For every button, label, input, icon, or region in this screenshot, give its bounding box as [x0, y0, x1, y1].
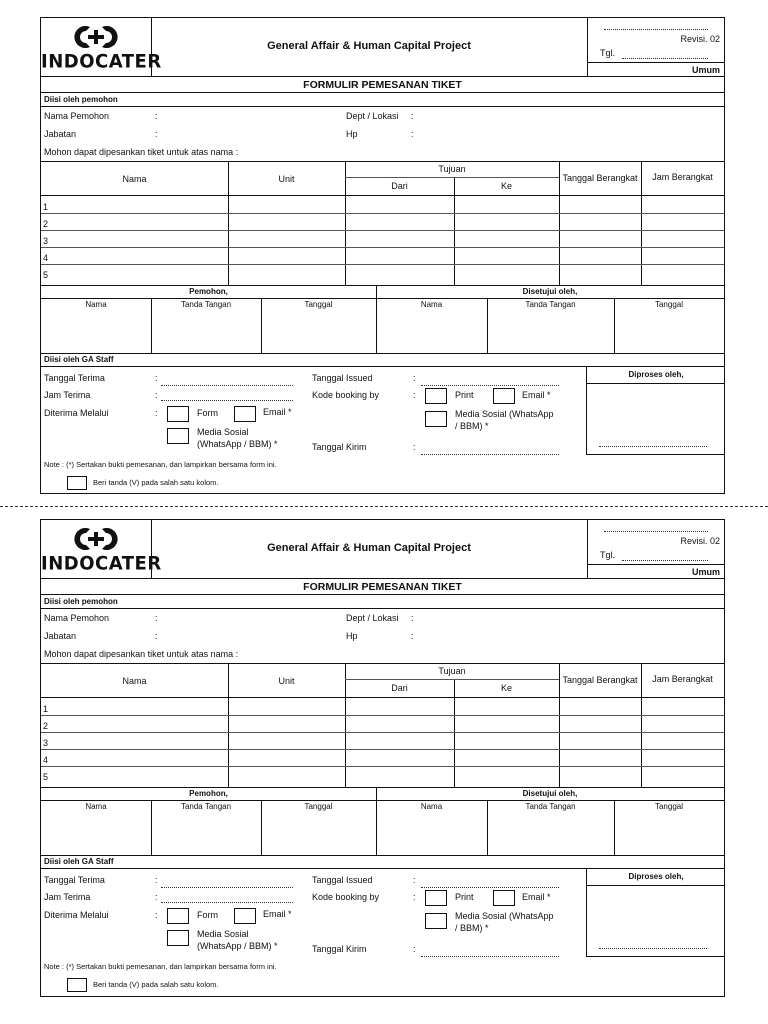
colon: :: [413, 944, 416, 954]
ticket-order-form: [40, 519, 725, 997]
opt-print-label: Print: [455, 390, 474, 400]
revision-text: Revisi. 02: [680, 34, 720, 44]
row-number: 2: [43, 721, 49, 731]
colon: :: [411, 613, 414, 623]
indocater-logo-icon: [66, 526, 126, 552]
dept-lokasi-label: Dept / Lokasi: [346, 111, 399, 121]
request-text: Mohon dapat dipesankan tiket untuk atas nama :: [44, 649, 239, 659]
sign-header: Tanggal: [654, 300, 684, 309]
form-checkbox[interactable]: [167, 406, 189, 422]
media-sosial-checkbox[interactable]: [167, 428, 189, 444]
jam-terima-label: Jam Terima: [44, 390, 91, 400]
colon: :: [413, 875, 416, 885]
revision-text: Revisi. 02: [680, 536, 720, 546]
beri-tanda-text: Beri tanda (V) pada salah satu kolom.: [93, 980, 219, 989]
tgl-label: Tgl.: [600, 48, 616, 58]
diproses-signature-field[interactable]: [599, 446, 707, 447]
request-text: Mohon dapat dipesankan tiket untuk atas nama :: [44, 147, 239, 157]
tanggal-terima-field[interactable]: [161, 385, 293, 386]
signature-table: [41, 285, 724, 353]
colon: :: [155, 390, 158, 400]
diterima-melalui-label: Diterima Melalui: [44, 910, 109, 920]
opt-email2-label: Email *: [522, 390, 551, 400]
colon: :: [413, 373, 416, 383]
project-title: General Affair & Human Capital Project: [267, 542, 471, 554]
email-checkbox[interactable]: [234, 908, 256, 924]
colon: :: [411, 111, 414, 121]
form-title: FORMULIR PEMESANAN TIKET: [303, 79, 462, 91]
row-number: 5: [43, 772, 49, 782]
tanggal-kirim-label: Tanggal Kirim: [312, 944, 367, 954]
jam-terima-field[interactable]: [161, 902, 293, 903]
ticket-order-form: [40, 17, 725, 494]
media-sosial2-checkbox[interactable]: [425, 411, 447, 427]
colon: :: [413, 892, 416, 902]
tanggal-kirim-label: Tanggal Kirim: [312, 442, 367, 452]
th-tujuan: Tujuan: [438, 164, 466, 174]
diterima-melalui-label: Diterima Melalui: [44, 408, 109, 418]
colon: :: [155, 373, 158, 383]
opt-email-label: Email *: [263, 909, 292, 919]
colon: :: [155, 631, 158, 641]
diproses-label: Diproses oleh,: [628, 370, 684, 379]
form-title: FORMULIR PEMESANAN TIKET: [303, 581, 462, 593]
opt-media2-label-2: / BBM) *: [455, 923, 489, 933]
th-tanggal-berangkat: Tanggal Berangkat: [562, 675, 638, 685]
row-number: 3: [43, 236, 49, 246]
colon: :: [413, 442, 416, 452]
logo-box: [41, 520, 162, 578]
th-jam-berangkat: Jam Berangkat: [652, 674, 713, 684]
form-checkbox[interactable]: [167, 908, 189, 924]
tanggal-terima-label: Tanggal Terima: [44, 875, 105, 885]
disetujui-label: Disetujui oleh,: [522, 287, 578, 296]
indocater-logo-icon: [66, 24, 126, 50]
disetujui-label: Disetujui oleh,: [522, 789, 578, 798]
tgl-label: Tgl.: [600, 550, 616, 560]
sign-header: Nama: [85, 300, 107, 309]
th-unit: Unit: [278, 676, 295, 686]
logo-text: INDOCATER: [41, 552, 162, 575]
th-unit: Unit: [278, 174, 295, 184]
colon: :: [155, 408, 158, 418]
passenger-table: [41, 161, 724, 285]
beri-tanda-text: Beri tanda (V) pada salah satu kolom.: [93, 478, 219, 487]
note-text: Note : (*) Sertakan bukti pemesanan, dan lampirkan bersama form ini.: [44, 460, 277, 469]
opt-form-label: Form: [197, 408, 218, 418]
sign-header: Tanggal: [654, 802, 684, 811]
sign-header: Tanda Tangan: [525, 802, 576, 811]
sign-header: Tanda Tangan: [525, 300, 576, 309]
th-dari: Dari: [391, 181, 408, 191]
tanggal-terima-field[interactable]: [161, 887, 293, 888]
th-nama: Nama: [122, 174, 147, 184]
th-jam-berangkat: Jam Berangkat: [652, 172, 713, 182]
tanggal-issued-field[interactable]: [421, 385, 559, 386]
logo-box: [41, 18, 162, 76]
opt-email-label: Email *: [263, 407, 292, 417]
opt-form-label: Form: [197, 910, 218, 920]
colon: :: [155, 111, 158, 121]
th-nama: Nama: [122, 676, 147, 686]
hp-label: Hp: [346, 129, 358, 139]
signature-table: [41, 787, 724, 855]
hp-label: Hp: [346, 631, 358, 641]
colon: :: [155, 613, 158, 623]
tanggal-kirim-field[interactable]: [421, 454, 559, 455]
category-label: Umum: [691, 65, 720, 75]
diproses-box: [586, 868, 725, 957]
opt-media2-label-2: / BBM) *: [455, 421, 489, 431]
diproses-signature-field[interactable]: [599, 948, 707, 949]
pemohon-label: Pemohon,: [189, 287, 228, 296]
th-tanggal-berangkat: Tanggal Berangkat: [562, 173, 638, 183]
colon: :: [155, 910, 158, 920]
passenger-table: [41, 663, 724, 787]
opt-print-label: Print: [455, 892, 474, 902]
colon: :: [413, 390, 416, 400]
tanggal-issued-label: Tanggal Issued: [312, 875, 373, 885]
row-number: 2: [43, 219, 49, 229]
nama-pemohon-label: Nama Pemohon: [44, 613, 110, 623]
colon: :: [155, 875, 158, 885]
cut-line: [0, 506, 768, 507]
category-label: Umum: [691, 567, 720, 577]
opt-media-label-2: (WhatsApp / BBM) *: [197, 439, 278, 449]
jam-terima-field[interactable]: [161, 400, 293, 401]
revision-box: [587, 520, 724, 578]
section-ga: Diisi oleh GA Staff: [44, 857, 114, 866]
colon: :: [155, 129, 158, 139]
kode-booking-label: Kode booking by: [312, 892, 380, 902]
row-number: 5: [43, 270, 49, 280]
row-number: 3: [43, 738, 49, 748]
opt-email2-label: Email *: [522, 892, 551, 902]
tanggal-terima-label: Tanggal Terima: [44, 373, 105, 383]
media-sosial2-checkbox[interactable]: [425, 913, 447, 929]
row-number: 4: [43, 755, 49, 765]
th-ke: Ke: [500, 683, 512, 693]
opt-media-label-2: (WhatsApp / BBM) *: [197, 941, 278, 951]
tanggal-kirim-field[interactable]: [421, 956, 559, 957]
section-requester: Diisi oleh pemohon: [44, 95, 118, 104]
diproses-label: Diproses oleh,: [628, 872, 684, 881]
email-checkbox[interactable]: [234, 406, 256, 422]
tgl-dots: [622, 58, 708, 59]
tanggal-issued-field[interactable]: [421, 887, 559, 888]
kode-booking-label: Kode booking by: [312, 390, 380, 400]
opt-media2-label: Media Sosial (WhatsApp: [455, 911, 554, 921]
row-number: 4: [43, 253, 49, 263]
dept-lokasi-label: Dept / Lokasi: [346, 613, 399, 623]
colon: :: [155, 892, 158, 902]
revision-box: [587, 18, 724, 76]
opt-media-label: Media Sosial: [197, 427, 249, 437]
sign-header: Tanggal: [304, 802, 333, 811]
revision-dots: [604, 531, 708, 532]
th-tujuan: Tujuan: [438, 666, 466, 676]
sign-header: Nama: [420, 300, 443, 309]
opt-media-label: Media Sosial: [197, 929, 249, 939]
revision-dots: [604, 29, 708, 30]
diproses-box: [586, 366, 725, 455]
sign-header: Tanda Tangan: [180, 300, 232, 309]
tanggal-issued-label: Tanggal Issued: [312, 373, 373, 383]
sign-header: Nama: [420, 802, 443, 811]
colon: :: [411, 129, 414, 139]
tgl-dots: [622, 560, 708, 561]
email2-checkbox[interactable]: [493, 388, 515, 404]
section-requester: Diisi oleh pemohon: [44, 597, 118, 606]
pemohon-label: Pemohon,: [189, 789, 228, 798]
project-title: General Affair & Human Capital Project: [267, 40, 471, 52]
sign-header: Tanggal: [304, 300, 333, 309]
colon: :: [411, 631, 414, 641]
logo-text: INDOCATER: [41, 50, 162, 73]
row-number: 1: [43, 202, 49, 212]
sign-header: Nama: [85, 802, 107, 811]
jabatan-label: Jabatan: [44, 631, 77, 641]
sign-header: Tanda Tangan: [180, 802, 232, 811]
jabatan-label: Jabatan: [44, 129, 77, 139]
note-text: Note : (*) Sertakan bukti pemesanan, dan lampirkan bersama form ini.: [44, 962, 277, 971]
legend-checkbox: [67, 476, 87, 490]
section-ga: Diisi oleh GA Staff: [44, 355, 114, 364]
media-sosial-checkbox[interactable]: [167, 930, 189, 946]
opt-media2-label: Media Sosial (WhatsApp: [455, 409, 554, 419]
row-number: 1: [43, 704, 49, 714]
print-checkbox[interactable]: [425, 890, 447, 906]
print-checkbox[interactable]: [425, 388, 447, 404]
email2-checkbox[interactable]: [493, 890, 515, 906]
legend-checkbox: [67, 978, 87, 992]
nama-pemohon-label: Nama Pemohon: [44, 111, 110, 121]
th-dari: Dari: [391, 683, 408, 693]
jam-terima-label: Jam Terima: [44, 892, 91, 902]
th-ke: Ke: [500, 181, 512, 191]
